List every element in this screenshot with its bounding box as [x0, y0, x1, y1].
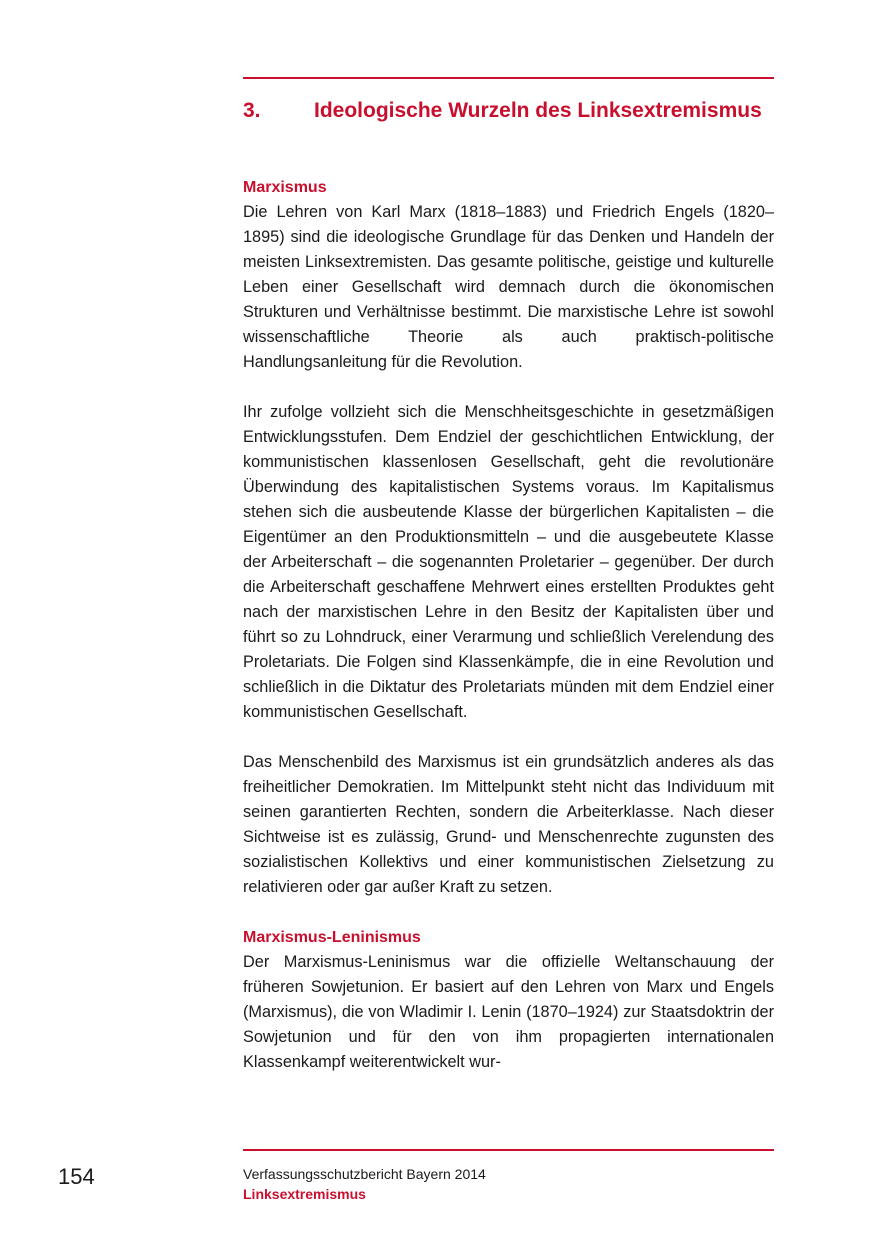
footer-section-label: Linksextremismus	[243, 1186, 366, 1202]
top-rule	[243, 77, 774, 79]
body-paragraph: Der Marxismus-Leninismus war die offizielle Weltanschauung der früheren Sowjetunion. Er basiert auf den Lehren von Marx und Engels (Marxismus), die von Wladimir I. Lenin (1870–1924) zur Staatsdoktrin der Sowjetunion und für den von ihm propagierten internationalen Klassenkampf weiterentwickelt wur-	[243, 953, 774, 1071]
footer-publication: Verfassungsschutzbericht Bayern 2014	[243, 1166, 486, 1182]
chapter-heading	[243, 95, 774, 126]
section-heading-marxismus-leninismus: Marxismus-Leninismus	[243, 929, 421, 946]
chapter-title: Ideologische Wurzeln des Linksextremismus	[314, 99, 762, 122]
body-paragraph: Das Menschenbild des Marxismus ist ein grundsätzlich anderes als das freiheitlicher Demokratien. Im Mittelpunkt steht nicht das Individuum mit seinen garantierten Rechten, sondern die Arbeiterklasse. Nach dieser Sichtweise ist es zulässig, Grund- und Menschenrechte zugunsten des sozialistischen Kollektivs und einer kommunistischen Zielsetzung zu relativieren oder gar außer Kraft zu setzen.	[243, 753, 774, 896]
paragraph-gap	[243, 900, 774, 925]
chapter-number: 3.	[243, 99, 261, 122]
main-content	[243, 175, 774, 1075]
paragraph-gap	[243, 375, 774, 400]
section-heading-marxismus: Marxismus	[243, 179, 327, 196]
body-paragraph: Die Lehren von Karl Marx (1818–1883) und Friedrich Engels (1820–1895) sind die ideologische Grundlage für das Denken und Handeln der meisten Linksextremisten. Das gesamte politische, geistige und kulturelle Leben einer Gesellschaft wird demnach durch die ökonomischen Strukturen und Verhältnisse bestimmt. Die marxistische Lehre ist sowohl wissenschaftliche Theorie als auch praktisch-politische Handlungsanleitung für die Revolution.	[243, 203, 774, 371]
page-number: 154	[58, 1164, 95, 1189]
bottom-rule	[243, 1149, 774, 1151]
footer	[243, 1164, 774, 1204]
body-paragraph: Ihr zufolge vollzieht sich die Menschheitsgeschichte in gesetzmäßigen Entwicklungsstufen. Dem Endziel der geschichtlichen Entwicklung, der kommunistischen klassenlosen Gesellschaft, geht die revolutionäre Überwindung des kapitalistischen Systems voraus. Im Kapitalismus stehen sich die ausbeutende Klasse der bürgerlichen Kapitalisten – die Eigentümer an den Produktionsmitteln – und die ausgebeutete Klasse der Arbeiterschaft – die sogenannten Proletarier – gegenüber. Der durch die Arbeiterschaft geschaffene Mehrwert eines erstellten Produktes geht nach der marxistischen Lehre in den Besitz der Kapitalisten über und führt so zu Lohndruck, einer Verarmung und schließlich Verelendung des Proletariats. Die Folgen sind Klassenkämpfe, die in eine Revolution und schließlich in die Diktatur des Proletariats münden mit dem Endziel einer kommunistischen Gesellschaft.	[243, 403, 774, 721]
paragraph-gap	[243, 725, 774, 750]
